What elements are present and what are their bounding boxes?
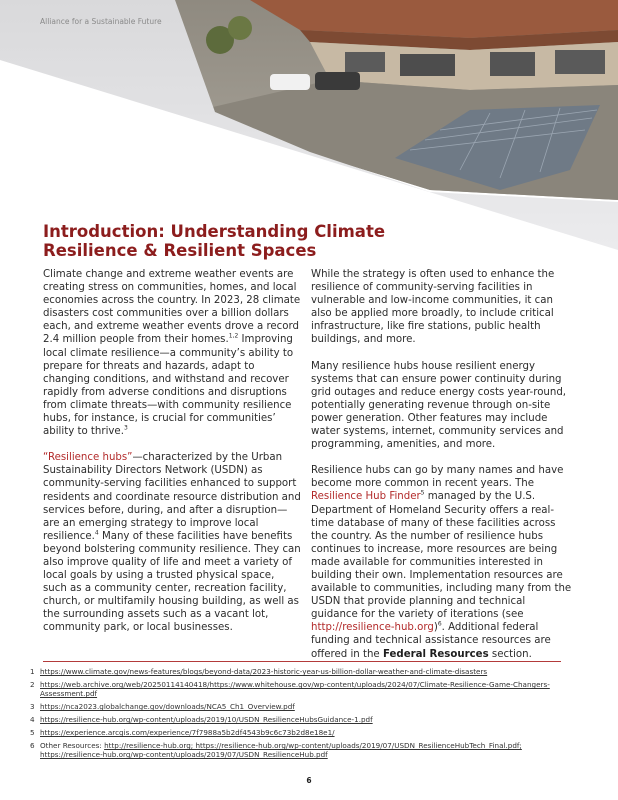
right-column [311, 268, 573, 674]
page-number: 6 [306, 776, 312, 785]
footnote-link[interactable]: https://web.archive.org/web/20250114140418/https://www.whitehouse.gov/wp-content/uploads/2024/07/Climate-Resilience-Game-Changers-Assessment.pdf [40, 680, 550, 698]
footnote-ref[interactable]: 1,2 [228, 333, 239, 341]
footnote-1 [30, 667, 570, 676]
right-paragraph-3 [311, 464, 573, 660]
resilience-hubs-link[interactable]: “Resilience hubs” [43, 452, 133, 464]
left-column [43, 268, 301, 648]
footnote-link[interactable]: https://resilience-hub.org/wp-content/uploads/2019/10/USDN_ResilienceHubsGuidance-1.pdf [40, 715, 373, 724]
footnote-5 [30, 728, 570, 737]
text-segment: Resilience hubs can go by many names and have become more common in recent years. The [311, 465, 564, 490]
footnote-link[interactable]: http://resilience-hub.org; https://resilience-hub.org/wp-content/uploads/2019/07/USDN_ResilienceHubTech_Final.pdf; https://resilience-hub.org/wp-content/uploads/2019/07/USDN_ResilienceHub.pdf [40, 741, 522, 759]
footnote-number: 1 [30, 667, 35, 676]
footnote-number: 3 [30, 702, 35, 711]
footnote-ref[interactable]: 5 [420, 490, 425, 498]
resilience-hub-finder-link[interactable]: Resilience Hub Finder [311, 491, 421, 503]
hero-photo [0, 0, 618, 260]
footnote-4 [30, 715, 570, 724]
text-segment: Many of these facilities have benefits beyond bolstering community resilience. They can also improve quality of life and meet a variety of local goals by using a trusted physical space, such as a community center, recreation facility, church, or multifamily housing building, as well as the surrounding assets such as a vacant lot, community park, or local businesses. [43, 530, 301, 634]
text-segment: Climate change and extreme weather events are creating stress on communities, homes, and local economies across the country. In 2023, 28 climate disasters cost communities over a billion dollars each, and extreme weather events drove a record 2.4 million people from their homes. [43, 269, 301, 346]
text-segment: managed by the U.S. Department of Homeland Security offers a real-time database of many of these facilities across the country. As the number of resilience hubs continues to increase, more resources are being made available for communities interested in building their own. Implementation resources are available to communities, including many from the USDN that provide planning and technical guidance for the variety of iterations (see [311, 491, 572, 621]
footnote-ref[interactable]: 3 [123, 424, 128, 432]
text-segment: —characterized by the Urban Sustainability Directors Network (USDN) as community-serving facilities enhanced to support residents and coordinate resource distribution and services before, during, and after a disruption—are an emerging strategy to improve local resilience. [43, 452, 301, 542]
text-segment: Improving local climate resilience—a community’s ability to prepare for threats and hazards, adapt to changing conditions, and withstand and recover rapidly from adverse conditions and disruptions from climate threats—with community resilience hubs, for instance, is crucial for communities’ ability to thrive. [43, 334, 294, 438]
footnote-link[interactable]: https://nca2023.globalchange.gov/downloads/NCA5_Ch1_Overview.pdf [40, 702, 295, 711]
footnote-number: 2 [30, 680, 35, 689]
footnote-number: 5 [30, 728, 35, 737]
footnote-number: 4 [30, 715, 35, 724]
hero-photo-illustration [0, 0, 618, 260]
left-paragraph-2 [43, 451, 301, 634]
footnote-3 [30, 702, 570, 711]
footnote-2 [30, 680, 570, 698]
text-segment: ) [433, 622, 438, 634]
footnote-number: 6 [30, 741, 35, 750]
text-segment: section. [488, 648, 532, 660]
federal-resources-label: Federal Resources [382, 648, 489, 660]
right-paragraph-1: While the strategy is often used to enhance the resilience of community-serving facilities in vulnerable and low-income communities, it can also be applied more broadly, to include critical infrastructure, like fire stations, public health buildings, and more. [311, 269, 555, 346]
left-paragraph-1 [43, 268, 301, 438]
footnotes [30, 667, 570, 763]
footnote-link[interactable]: https://experience.arcgis.com/experience/7f7988a5b2df4543b9c6c73b2d8e18e1/ [40, 728, 335, 737]
page-title: Introduction: Understanding Climate Resilience & Resilient Spaces [43, 222, 386, 260]
header-org-name: Alliance for a Sustainable Future [40, 17, 162, 26]
footnote-prefix: Other Resources: [40, 741, 105, 750]
footnote-6 [30, 741, 570, 759]
text-segment: . Additional federal funding and technical assistance resources are offered in the [311, 622, 551, 660]
footnote-ref[interactable]: 6 [437, 620, 442, 628]
footnote-ref[interactable]: 4 [94, 529, 99, 537]
footnote-divider [43, 661, 561, 662]
right-paragraph-2: Many resilience hubs house resilient energy systems that can ensure power continuity during grid outages and reduce energy costs year-round, potentially generating revenue through on-site power generation. Other features may include water systems, internet, community services and programming, amenities, and more. [311, 360, 567, 451]
footnote-link[interactable]: https://www.climate.gov/news-features/blogs/beyond-data/2023-historic-year-us-billion-dollar-weather-and-climate-disasters [40, 667, 488, 676]
resilience-hub-org-link[interactable]: http://resilience-hub.org [311, 622, 434, 634]
